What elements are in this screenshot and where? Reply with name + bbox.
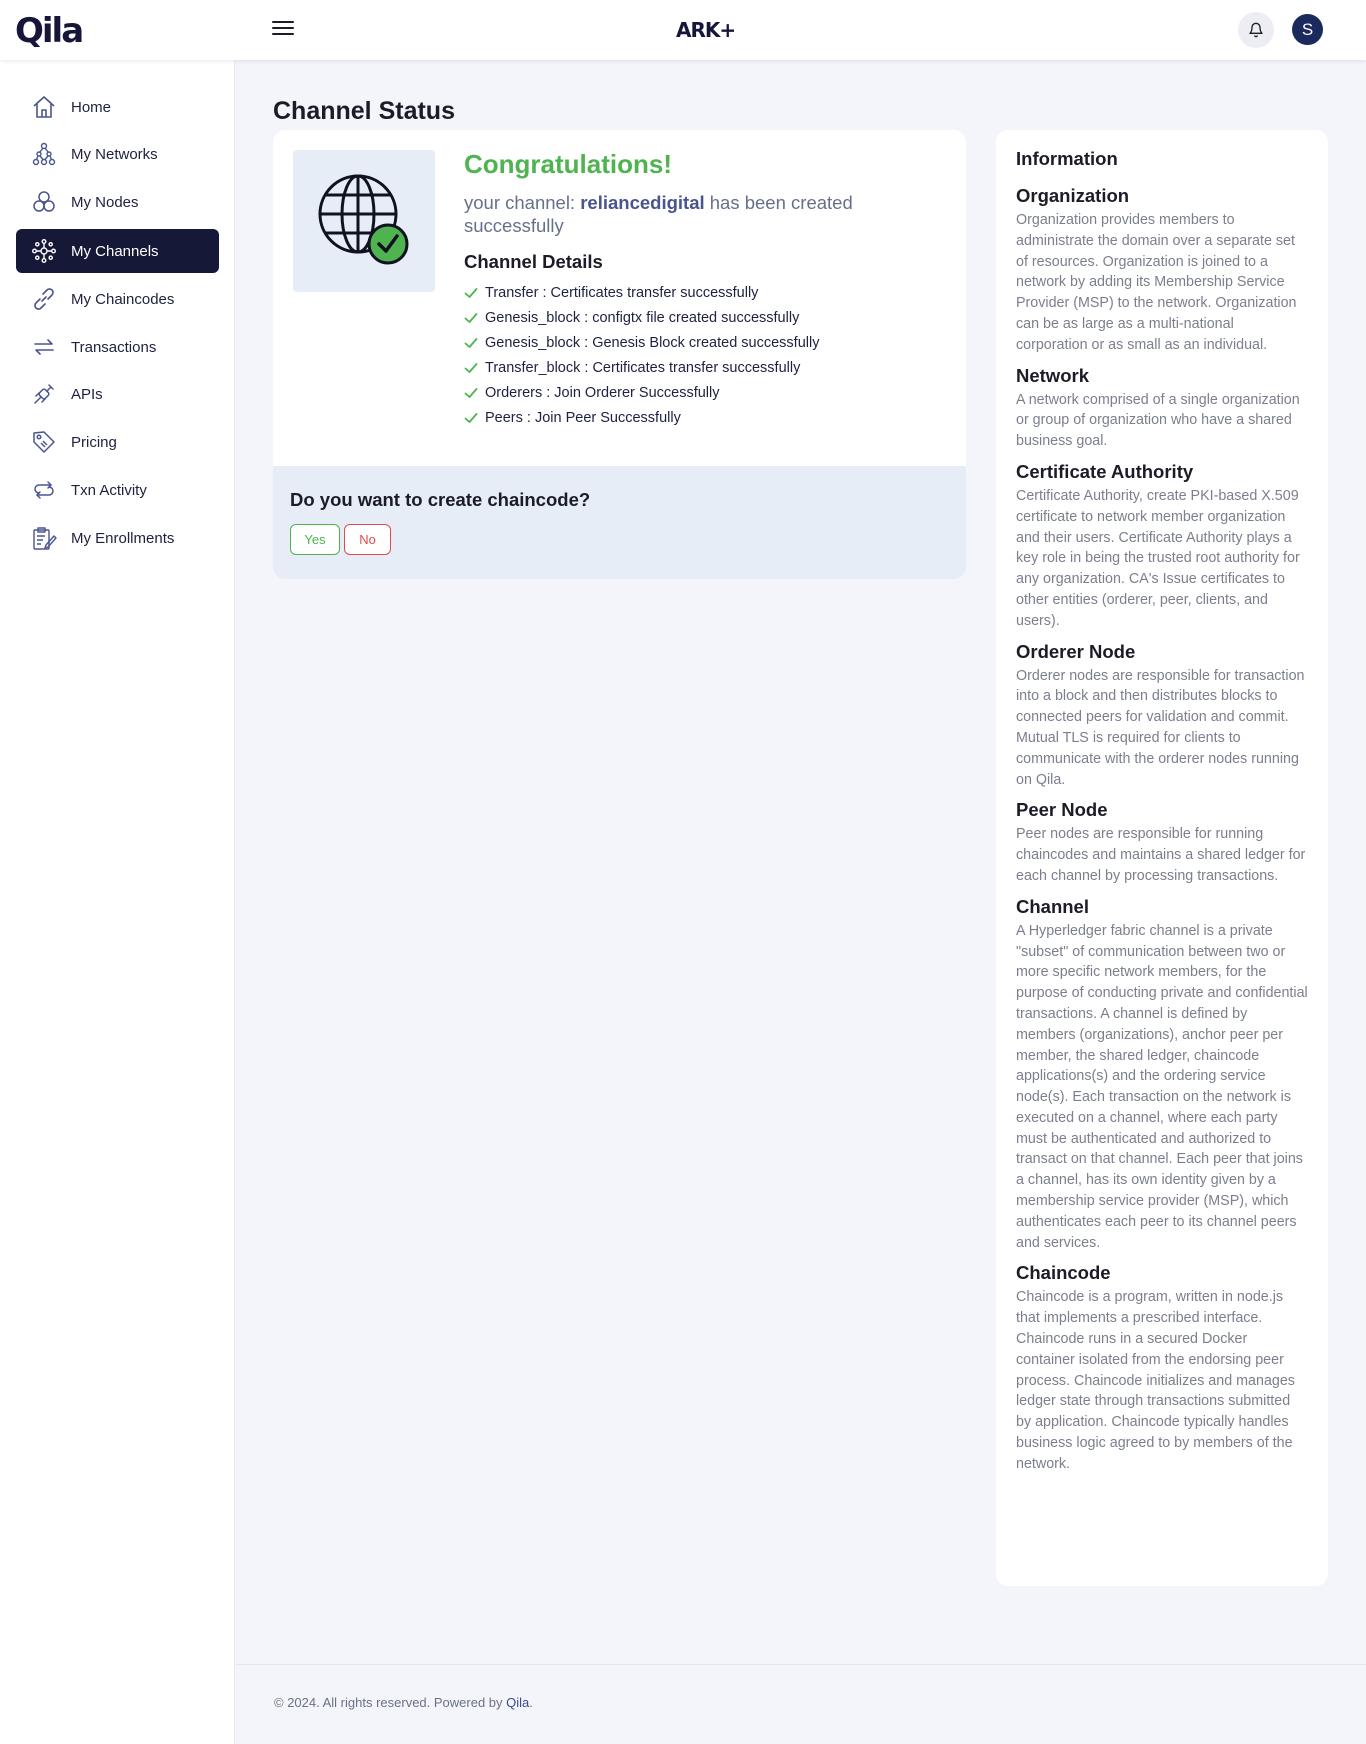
globe-check-icon [293,150,435,292]
info-section-organization [1016,185,1308,356]
user-avatar[interactable]: S [1292,14,1323,45]
sidebar-item-label: My Enrollments [71,529,175,547]
channel-created-message [464,191,934,237]
create-chaincode-question: Do you want to create chaincode? [290,489,591,510]
footer-divider [236,1664,1366,1665]
sidebar-item-txn-activity[interactable] [16,468,219,512]
footer-qila-link[interactable]: Qila [506,1695,530,1710]
info-section-certificate-authority [1016,461,1308,632]
info-section-heading: Certificate Authority [1016,460,1194,482]
bell-icon [1248,22,1264,38]
channels-icon [31,238,57,264]
info-section-heading: Orderer Node [1016,640,1136,662]
detail-text: Genesis_block : Genesis Block created successfully [485,334,820,351]
enrollment-icon [31,525,57,551]
sidebar-item-label: My Networks [71,145,158,163]
detail-item [464,330,944,355]
info-section-text: Chaincode is a program, written in node.js that implements a prescribed interface. Chaincode runs in a secured Docker container isolated from the endorsing peer process. Chaincode initializes and manages ledger state through transactions submitted by application. Chaincode typically handles business logic agreed to by members of the network. [1016,1289,1295,1472]
sidebar-item-my-channels[interactable] [16,229,219,273]
sidebar-item-label: Txn Activity [71,481,147,499]
detail-item [464,305,944,330]
detail-text: Transfer_block : Certificates transfer successfully [485,359,801,376]
info-section-text: A network comprised of a single organization or group of organization who have a shared business goal. [1016,391,1300,450]
channel-details-heading: Channel Details [464,251,603,272]
check-icon [464,286,478,300]
api-plug-icon [31,381,57,407]
created-message-prefix: your channel: [464,192,581,213]
no-button[interactable]: No [344,524,391,555]
sidebar-item-my-networks[interactable] [16,132,219,176]
check-icon [464,336,478,350]
check-icon [464,386,478,400]
sidebar-item-label: My Chaincodes [71,290,175,308]
sidebar-item-label: Transactions [71,338,157,356]
channel-created-illustration [293,150,435,292]
detail-text: Genesis_block : configtx file created successfully [485,309,800,326]
information-panel [996,130,1328,1586]
info-section-text: Orderer nodes are responsible for transaction into a block and then distributes blocks to connected peers for validation and commit. Mutual TLS is required for clients to communicate with the orderer nodes running on Qila. [1016,667,1305,788]
detail-text: Orderers : Join Orderer Successfully [485,384,720,401]
nodes-icon [31,189,57,215]
created-message-suffix: has been created successfully [464,192,853,236]
info-section-text: Organization provides members to administrate the domain over a separate set of resources. Organization is joined to a network by adding its Membership Service Provider (MSP) to the network. Organization can be as large as a multi-national corporation or as small as an individual. [1016,212,1297,353]
sidebar-item-label: My Nodes [71,193,139,211]
info-section-heading: Organization [1016,185,1130,206]
info-section-channel [1016,896,1308,1254]
check-icon [464,361,478,375]
channel-status-card [273,130,966,579]
sidebar-item-label: Home [71,98,112,116]
check-icon [464,411,478,425]
sidebar [0,60,235,1744]
check-icon [464,311,478,325]
info-section-orderer-node [1016,641,1308,791]
chain-link-icon [31,286,57,312]
info-section-text: Peer nodes are responsible for running chaincodes and maintains a shared ledger for each channel by processing transactions. [1016,826,1306,884]
detail-item [464,355,944,380]
network-icon [31,141,57,167]
qila-logo[interactable]: Qila [15,11,83,51]
congratulations-heading: Congratulations! [464,149,672,179]
detail-text: Peers : Join Peer Successfully [485,409,681,426]
transactions-icon [31,334,57,360]
sidebar-item-apis[interactable] [16,372,219,416]
hamburger-menu-icon[interactable] [272,21,294,39]
channel-name: reliancedigital [580,192,705,213]
sidebar-item-label: My Channels [71,242,159,260]
sidebar-item-my-nodes[interactable] [16,180,219,224]
info-section-text: Certificate Authority, create PKI-based X.509 certificate to network member organization and their users. Certificate Authority plays a key role in being the trusted root authority for any organization. CA's Issue certificates to other entities (orderer, peer, clients, and users). [1016,487,1300,629]
channel-details-list [464,280,944,430]
info-section-heading: Channel [1016,895,1089,917]
create-chaincode-panel [273,466,966,579]
sidebar-item-label: APIs [71,385,103,403]
information-heading: Information [1016,148,1118,169]
info-section-chaincode [1016,1262,1308,1474]
detail-text: Transfer : Certificates transfer successfully [485,284,759,301]
price-tag-icon [31,429,57,455]
top-bar [0,0,1366,60]
info-section-peer-node [1016,799,1308,886]
footer-copyright: © 2024. All rights reserved. Powered by [274,1695,507,1710]
detail-item [464,280,944,305]
sidebar-item-my-enrollments[interactable] [16,516,219,560]
yes-button[interactable]: Yes [290,524,340,555]
sidebar-item-transactions[interactable] [16,325,219,369]
txn-activity-icon [31,477,57,503]
info-section-heading: Peer Node [1016,799,1108,821]
info-section-network [1016,365,1308,452]
footer [274,1694,533,1712]
info-section-text: A Hyperledger fabric channel is a private "subset" of communication between two or more specific network members, for the purpose of conducting private and confidential transactions. A channel is defined by members (organizations), anchor peer per member, the shared ledger, chaincode applications(s) and the ordering service node(s). Each transaction on the network is executed on a channel, where each party must be authenticated and authorized to transact on that channel. Each peer that joins a channel, has its own identity given by a membership service provider (MSP), which authenticates each peer to its channel peers and services. [1016,922,1308,1251]
footer-suffix: . [529,1695,533,1710]
detail-item [464,380,944,405]
info-section-heading: Network [1016,364,1089,386]
sidebar-item-label: Pricing [71,433,117,451]
page-title: Channel Status [273,97,455,125]
info-section-heading: Chaincode [1016,1262,1111,1284]
ark-plus-logo: ARK+ [676,18,736,42]
sidebar-item-pricing[interactable] [16,420,219,464]
detail-item [464,405,944,430]
home-icon [31,94,57,120]
notifications-button[interactable] [1238,12,1274,48]
sidebar-item-my-chaincodes[interactable] [16,277,219,321]
sidebar-item-home[interactable] [16,85,219,129]
